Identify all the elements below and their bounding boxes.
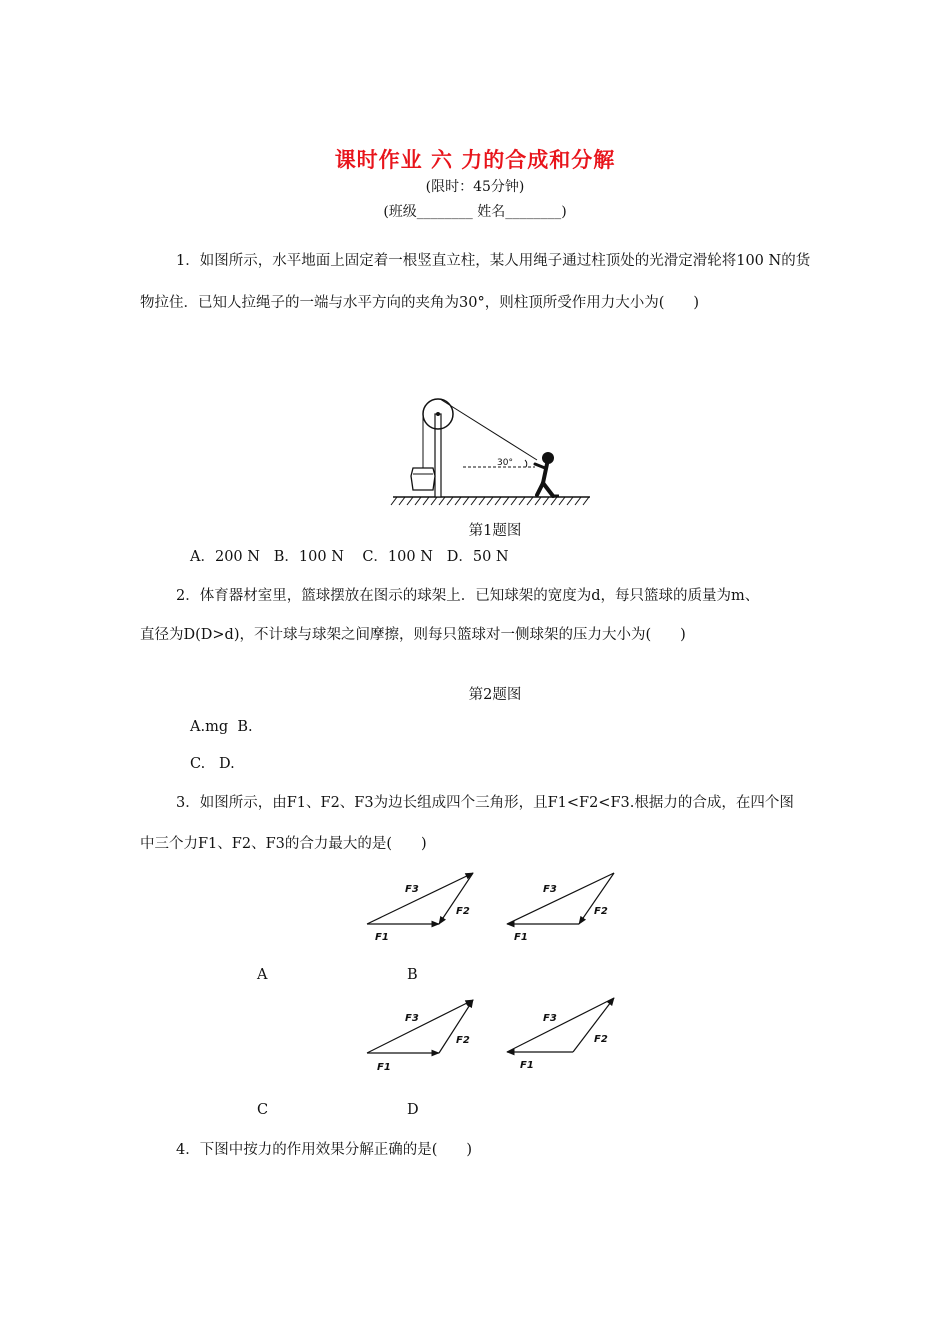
option-label-d: D [407, 1102, 419, 1118]
question-2-line-2: 直径为D(D>d)，不计球与球架之间摩擦，则每只篮球对一侧球架的压力大小为( ) [140, 627, 686, 643]
label-f1-c: F1 [377, 1062, 391, 1073]
question-4-text: 4．下图中按力的作用效果分解正确的是( ) [176, 1142, 473, 1158]
option-label-a: A [257, 967, 268, 983]
label-f3-b: F3 [543, 884, 557, 895]
question-2-options-row-1: A.mg B. [190, 719, 253, 735]
option-label-b: B [407, 967, 418, 983]
class-name-line: (班级________ 姓名________) [383, 204, 567, 220]
figure-1-caption: 第1题图 [468, 523, 522, 539]
angle-label: 30° [497, 458, 513, 468]
question-3-line-1: 3．如图所示，由F1、F2、F3为边长组成四个三角形，且F1<F2<F3.根据力的合成，在四个图 [176, 795, 794, 811]
label-f1-a: F1 [375, 932, 389, 943]
question-3-line-2: 中三个力F1、F2、F3的合力最大的是( ) [140, 836, 427, 852]
label-f1-d: F1 [520, 1060, 534, 1071]
label-f2-c: F2 [456, 1035, 470, 1046]
label-f3-c: F3 [405, 1013, 419, 1024]
label-f3-a: F3 [405, 884, 419, 895]
label-f2-b: F2 [594, 906, 608, 917]
option-label-c: C [257, 1102, 269, 1118]
question-1-options: A．200 N B．100 N C．100 N D．50 N [190, 549, 509, 565]
question-3-figure [355, 865, 630, 1085]
figure-2-caption: 第2题图 [468, 687, 522, 703]
question-2-line-1: 2．体育器材室里，篮球摆放在图示的球架上．已知球架的宽度为d，每只篮球的质量为m、 [176, 588, 760, 604]
time-limit: (限时：45分钟) [425, 179, 525, 195]
label-f2-d: F2 [594, 1034, 608, 1045]
page-title: 课时作业 六 力的合成和分解 [334, 148, 616, 172]
question-1-text: 1．如图所示，水平地面上固定着一根竖直立柱，某人用绳子通过柱顶处的光滑定滑轮将100 N的货物拉住．已知人拉绳子的一端与水平方向的夹角为30°，则柱顶所受作用力大小为( ) [140, 253, 811, 311]
label-f2-a: F2 [456, 906, 470, 917]
question-2-options-row-2: C. D. [190, 756, 235, 772]
question-1-figure [385, 398, 595, 510]
label-f1-b: F1 [514, 932, 528, 943]
label-f3-d: F3 [543, 1013, 557, 1024]
